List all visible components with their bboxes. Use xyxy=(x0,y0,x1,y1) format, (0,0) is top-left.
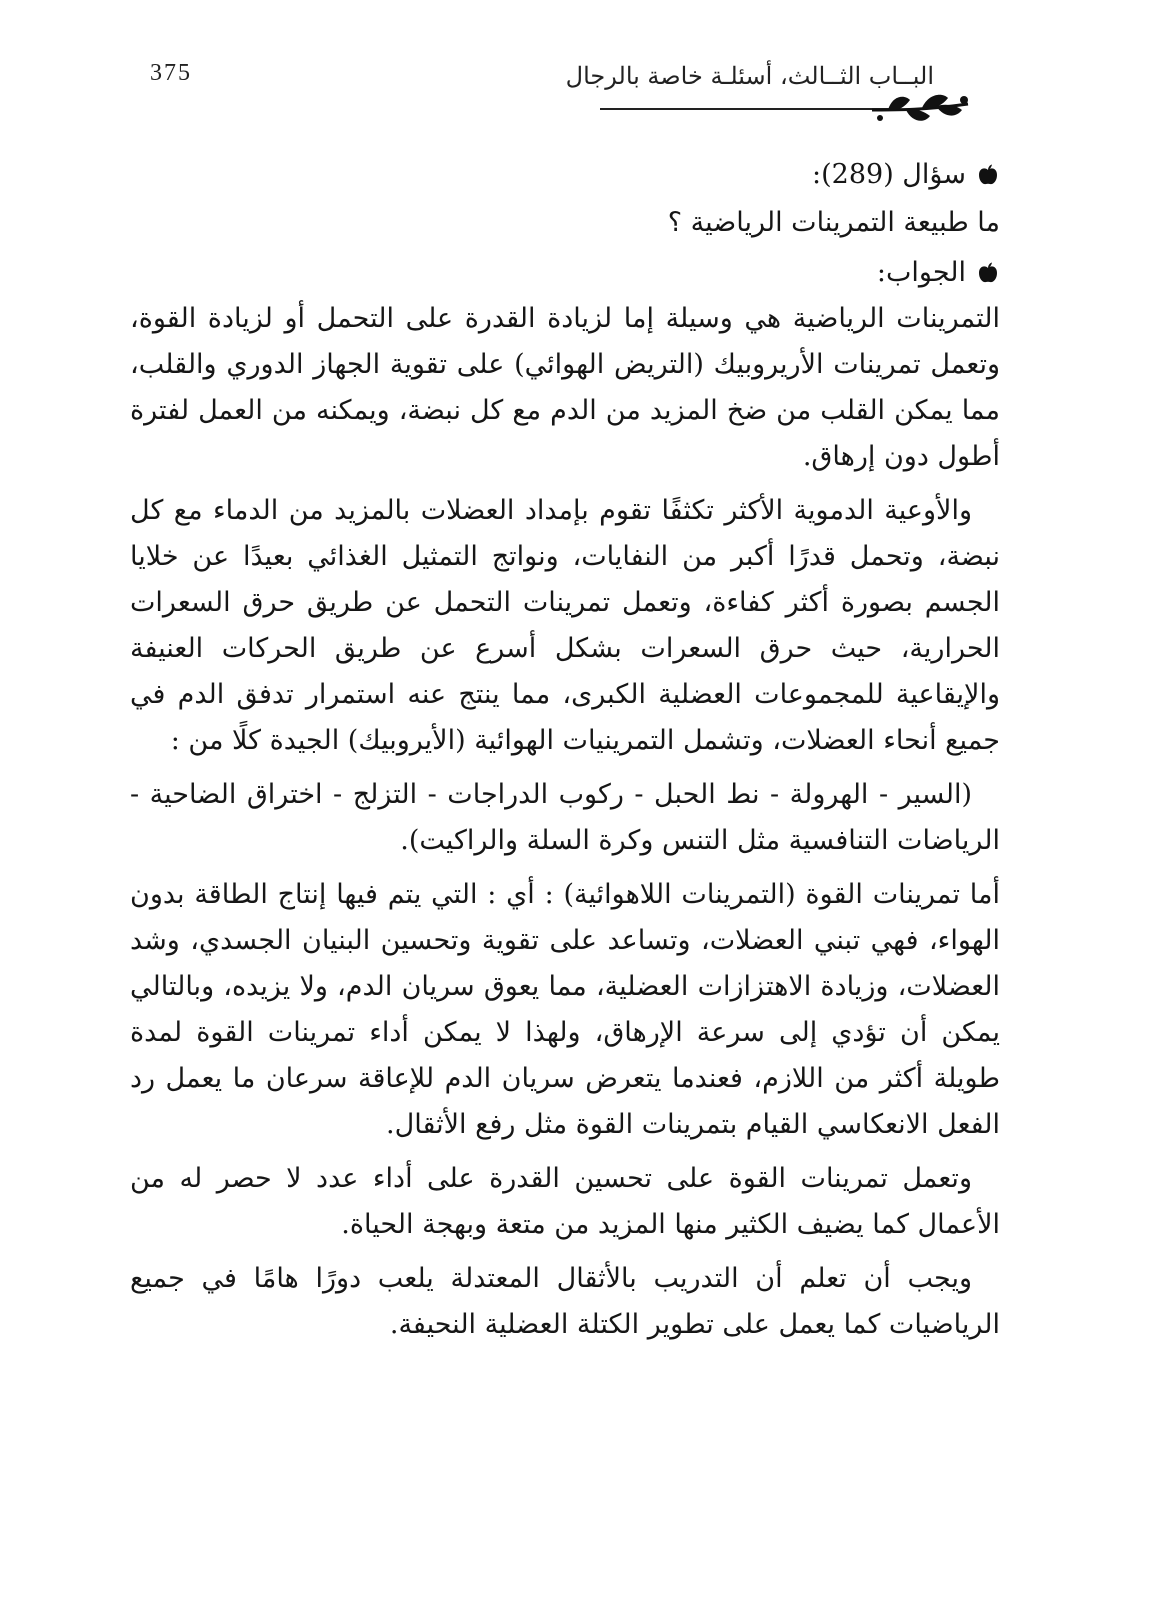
question-heading xyxy=(130,152,1000,198)
answer-paragraph: التمرينات الرياضية هي وسيلة إما لزيادة القدرة على التحمل أو لزيادة القوة، وتعمل تمرينات الأريروبيك (التريض الهوائي) على تقوية الجهاز الدوري والقلب، مما يمكن القلب من ضخ المزيد من الدم مع كل نبضة، ويمكنه من العمل لفترة أطول دون إرهاق. xyxy=(130,303,1000,472)
leaf-ornament-icon xyxy=(870,88,970,128)
page-number: 375 xyxy=(150,60,192,86)
answer-paragraph: ويجب أن تعلم أن التدريب بالأثقال المعتدلة يلعب دورًا هامًا في جميع الرياضيات كما يعمل على تطوير الكتلة العضلية النحيفة. xyxy=(130,1263,1000,1340)
apple-bullet-icon xyxy=(976,163,1000,187)
exercise-list-paragraph: (السير - الهرولة - نط الحبل - ركوب الدراجات - التزلج - اختراق الضاحية - الرياضات التنافسية مثل التنس وكرة السلة والراكيت). xyxy=(130,779,1000,856)
answer-paragraph: وتعمل تمرينات القوة على تحسين القدرة على أداء عدد لا حصر له من الأعمال كما يضيف الكثير منها المزيد من متعة وبهجة الحياة. xyxy=(130,1163,1000,1240)
page-content xyxy=(130,152,1000,1356)
header-rule xyxy=(600,108,890,110)
question-text: ما طبيعة التمرينات الرياضية ؟ xyxy=(667,207,1000,238)
answer-heading xyxy=(130,250,1000,296)
answer-label: الجواب: xyxy=(876,257,966,288)
running-head: البــاب الثــالث، أسئلـة خاصة بالرجال xyxy=(565,62,934,90)
answer-paragraph: أما تمرينات القوة (التمرينات اللاهوائية) : أي : التي يتم فيها إنتاج الطاقة بدون الهواء، فهي تبني العضلات، وتساعد على تقوية وتحسين البنيان الجسدي، وشد العضلات، وزيادة الاهتزازات العضلية، مما يعوق سريان الدم، ولا يزيده، وبالتالي يمكن أن تؤدي إلى سرعة الإرهاق، ولهذا لا يمكن أداء تمرينات القوة لمدة طويلة أكثر من اللازم، فعندما يتعرض سريان الدم للإعاقة سرعان ما يعمل رد الفعل الانعكاسي القيام بتمرينات القوة مثل رفع الأثقال. xyxy=(130,879,1000,1140)
question-label: سؤال (289): xyxy=(812,159,966,190)
apple-bullet-icon xyxy=(976,261,1000,285)
answer-paragraph: والأوعية الدموية الأكثر تكثفًا تقوم بإمداد العضلات بالمزيد من الدماء مع كل نبضة، وتحمل قدرًا أكبر من النفايات، ونواتج التمثيل الغذائي بعيدًا عن خلايا الجسم بصورة أكثر كفاءة، وتعمل تمرينات التحمل عن طريق حرق السعرات الحرارية، حيث حرق السعرات بشكل أسرع عن طريق الحركات العنيفة والإيقاعية للمجموعات العضلية الكبرى، مما ينتج عنه استمرار تدفق الدم في جميع أنحاء العضلات، وتشمل التمرينيات الهوائية (الأيروبيك) الجيدة كلًا من : xyxy=(130,495,1000,756)
